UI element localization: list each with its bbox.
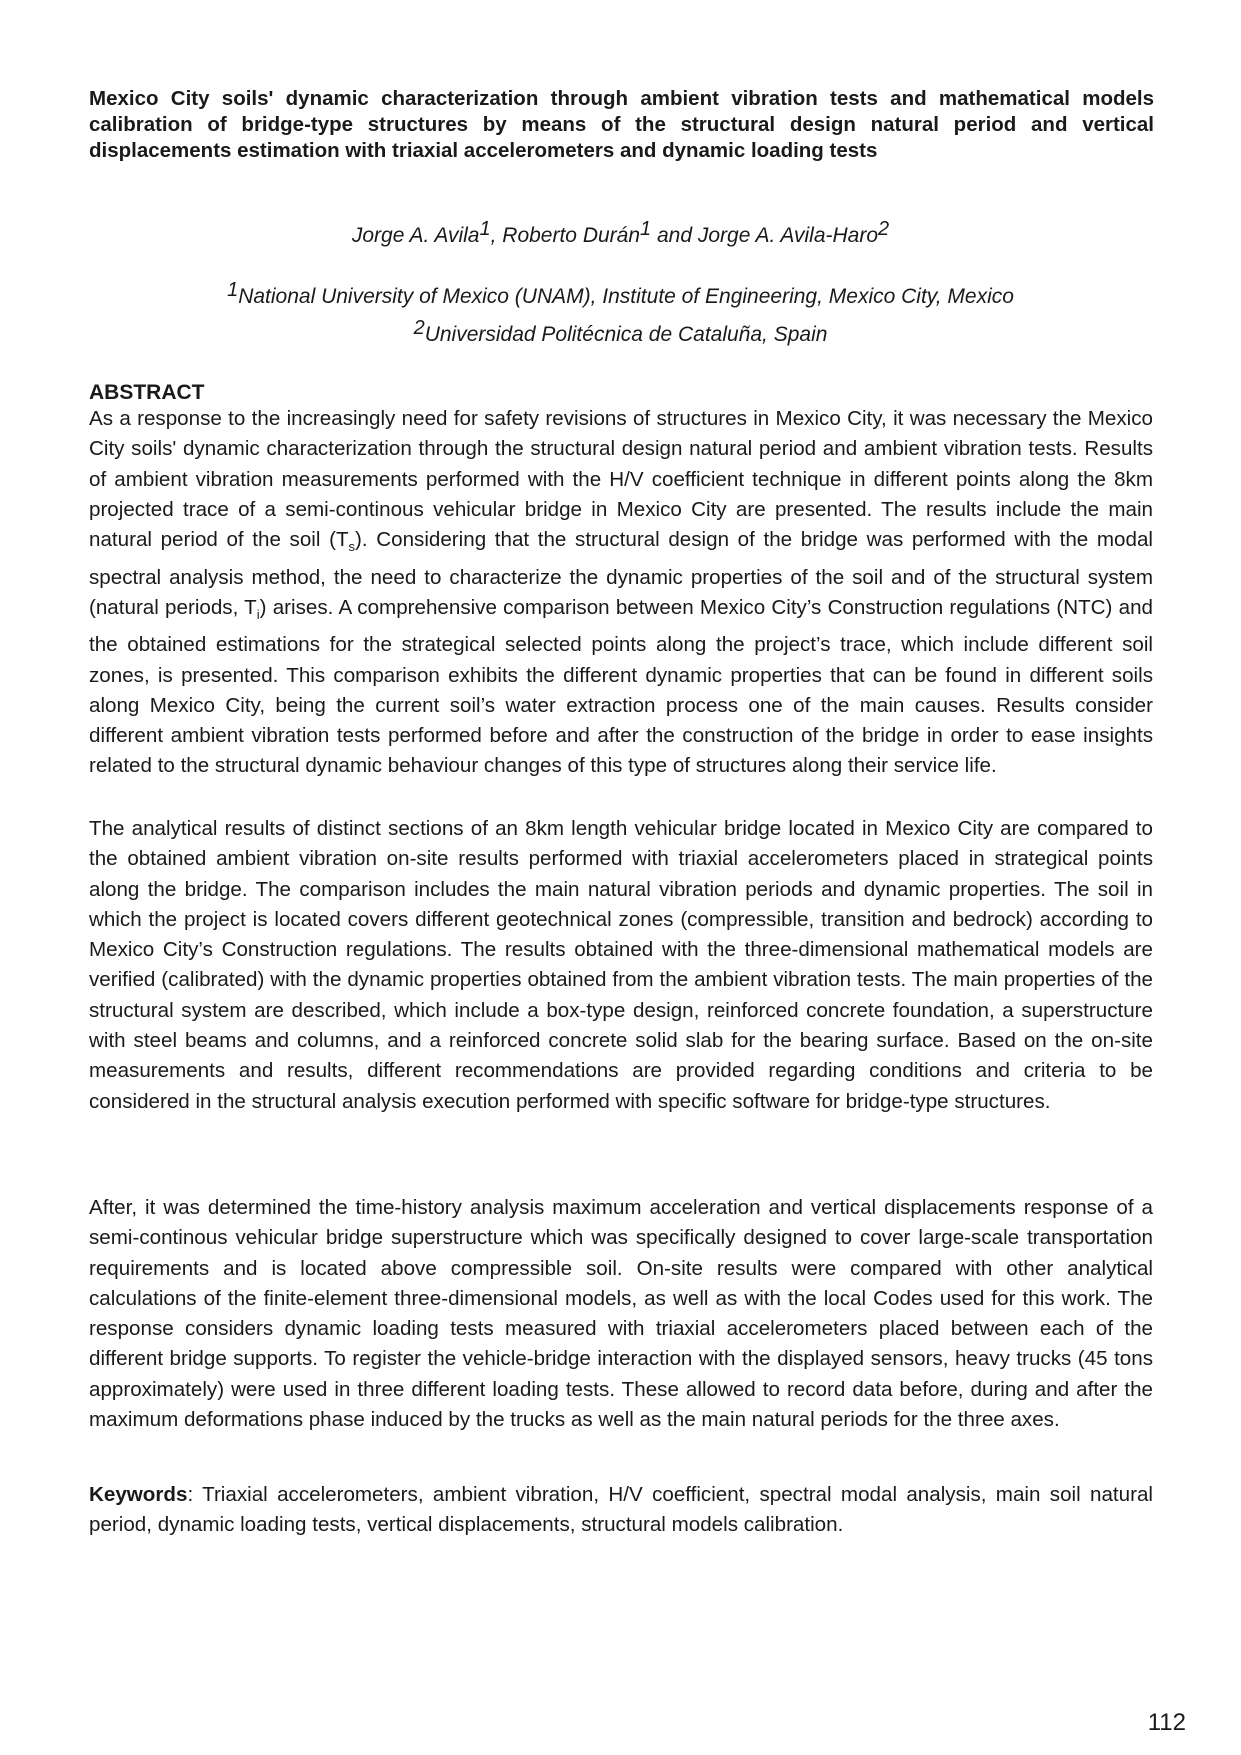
- author-separator: ,: [490, 224, 503, 247]
- author-affiliation-mark: 1: [479, 218, 491, 240]
- subscript: i: [256, 607, 260, 622]
- paragraph-text: As a response to the increasingly need for safety revisions of structures in Mexico City, it was necessary the Mexico City soils' dynamic characterization through the structural design natural period and ambient vibration tests. Results of ambient vibration measurements performed with the H/V coefficient technique in different points along the 8km projected trace of a semi-continous vehicular bridge in Mexico City are presented. The results include the main natural period of the soil (T: [89, 407, 1153, 552]
- abstract-heading: ABSTRACT: [89, 381, 205, 404]
- affiliation-number: 2: [413, 317, 425, 339]
- keywords: [89, 1480, 1153, 1541]
- abstract-paragraph-3: After, it was determined the time-history analysis maximum acceleration and vertical displacements response of a semi-continous vehicular bridge superstructure which was specifically designed to cover large-scale transportation requirements and is located above compressible soil. On-site results were compared with other analytical calculations of the finite-element three-dimensional models, as well as with the local Codes used for this work. The response considers dynamic loading tests measured with triaxial accelerometers placed between each of the different bridge supports. To register the vehicle-bridge interaction with the displayed sensors, heavy trucks (45 tons approximately) were used in three different loading tests. These allowed to record data before, during and after the maximum deformations phase induced by the trucks as well as the main natural periods for the three axes.: [89, 1196, 1153, 1432]
- author-separator: and: [651, 224, 698, 247]
- keywords-text: : Triaxial accelerometers, ambient vibration, H/V coefficient, spectral modal analysis, main soil natural period, dynamic loading tests, vertical displacements, structural models calibration.: [89, 1483, 1153, 1537]
- affiliation-text: Universidad Politécnica de Cataluña, Spain: [424, 323, 828, 346]
- author-name: Jorge A. Avila: [351, 224, 480, 247]
- paper-title: Mexico City soils' dynamic characterization through ambient vibration tests and mathematical models calibration of bridge-type structures by means of the structural design natural period and vertical displacements estimation with triaxial accelerometers and dynamic loading tests: [89, 87, 1154, 162]
- paragraph-text: ). Considering that the structural design of the bridge was performed with the modal spectral analysis method, the need to characterize the dynamic properties of the soil and of the structural system (natural periods, T: [89, 528, 1153, 619]
- author-name: Roberto Durán: [502, 224, 641, 247]
- author-affiliation-mark: 2: [878, 218, 890, 240]
- subscript: s: [348, 539, 356, 555]
- affiliation-2: [0, 317, 1241, 347]
- paragraph-text: ) arises. A comprehensive comparison between Mexico City’s Construction regulations (NTC) and the obtained estimations for the strategical selected points along the project’s trace, which include different soil zones, is presented. This comparison exhibits the different dynamic properties that can be found in different soils along Mexico City, being the current soil’s water extraction process one of the main causes. Results consider different ambient vibration tests performed before and after the construction of the bridge in order to ease insights related to the structural dynamic behaviour changes of this type of structures along their service life.: [89, 595, 1153, 778]
- author-affiliation-mark: 1: [640, 218, 652, 240]
- affiliation-text: National University of Mexico (UNAM), Institute of Engineering, Mexico City, Mexico: [238, 285, 1014, 308]
- affiliation-number: 1: [227, 279, 239, 301]
- abstract-paragraph-2: The analytical results of distinct sections of an 8km length vehicular bridge located in Mexico City are compared to the obtained ambient vibration on-site results performed with triaxial accelerometers placed in strategical points along the bridge. The comparison includes the main natural vibration periods and dynamic properties. The soil in which the project is located covers different geotechnical zones (compressible, transition and bedrock) according to Mexico City’s Construction regulations. The results obtained with the three-dimensional mathematical models are verified (calibrated) with the dynamic properties obtained from the ambient vibration tests. The main properties of the structural system are described, which include a box-type design, reinforced concrete foundation, a superstructure with steel beams and columns, and a reinforced concrete solid slab for the bearing surface. Based on the on-site measurements and results, different recommendations are provided regarding conditions and criteria to be considered in the structural analysis execution performed with specific software for bridge-type structures.: [89, 817, 1153, 1113]
- author-line: [0, 218, 1241, 248]
- page-number: 112: [1147, 1709, 1186, 1736]
- affiliation-1: [0, 279, 1241, 309]
- author-name: Jorge A. Avila-Haro: [697, 224, 879, 247]
- keywords-label: Keywords: [89, 1483, 188, 1506]
- abstract-paragraph-1: [89, 404, 1153, 782]
